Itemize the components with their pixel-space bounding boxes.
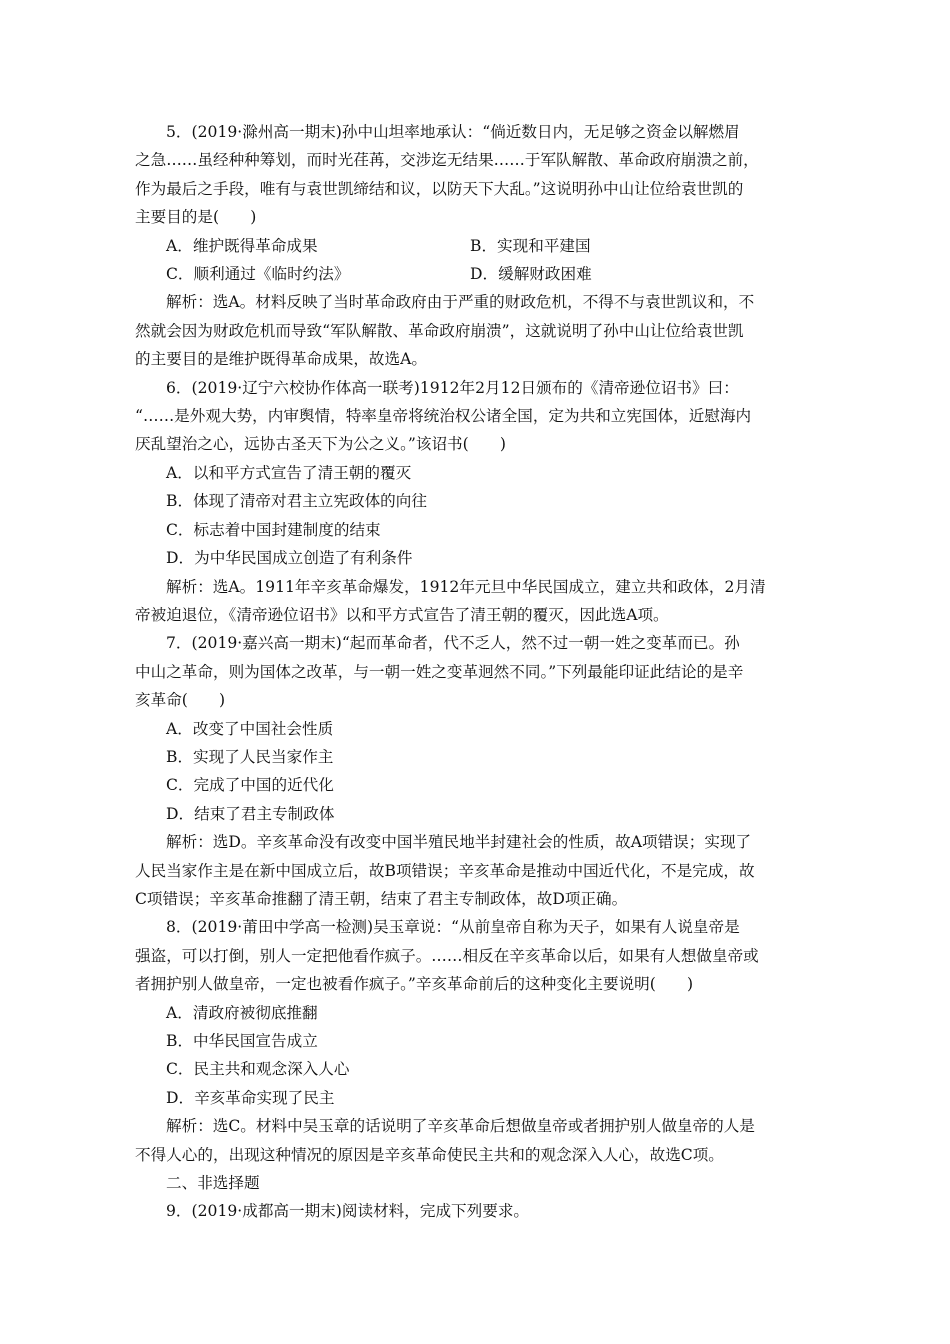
analysis-line: 解析：选D。辛亥革命没有改变中国半殖民地半封建社会的性质，故A项错误；实现了 [166,833,752,852]
analysis-line: 然就会因为财政危机而导致“军队解散、革命政府崩溃”，这就说明了孙中山让位给袁世凯 [135,321,744,340]
option-c: C．顺利通过《临时约法》 [166,265,350,284]
analysis-line: 解析：选A。材料反映了当时革命政府由于严重的财政危机，不得不与袁世凯议和，不 [166,293,755,312]
option-row [135,260,815,288]
option-b: B．中华民国宣告成立 [166,1032,318,1050]
option-row [135,232,815,260]
option-a: A．维护既得革命成果 [166,236,318,255]
option-a: A．改变了中国社会性质 [166,719,334,738]
question-stem-line: 亥革命( ) [135,691,226,710]
question-8 [135,913,815,1169]
option-d: D．为中华民国成立创造了有利条件 [166,549,413,568]
question-stem-line: 厌乱望治之心，远协古圣天下为公之义。”该诏书( ) [135,435,506,454]
question-9-stem: 9．(2019·成都高一期末)阅读材料，完成下列要求。 [166,1202,530,1221]
analysis-line: C项错误；辛亥革命推翻了清王朝，结束了君主专制政体，故D项正确。 [135,889,628,908]
question-7 [135,629,815,913]
analysis-line: 的主要目的是维护既得革命成果，故选A。 [135,350,427,369]
question-stem-line: 强盗，可以打倒，别人一定把他看作疯子。……相反在辛亥革命以后，如果有人想做皇帝或 [135,946,759,965]
question-stem-line: 5．(2019·滁州高一期末)孙中山坦率地承认：“倘近数日内，无足够之资金以解燃眉 [166,123,740,141]
question-stem-line: 之急……虽经种种筹划，而时光荏苒，交涉迄无结果……于军队解散、革命政府崩溃之前， [135,151,759,170]
option-d: D．缓解财政困难 [470,265,592,284]
option-d: D．辛亥革命实现了民主 [166,1088,335,1107]
analysis-line: 解析：选C。材料中吴玉章的话说明了辛亥革命后想做皇帝或者拥护别人做皇帝的人是 [166,1117,755,1136]
option-b: B．实现和平建国 [470,236,591,255]
option-b: B．体现了清帝对君主立宪政体的向往 [166,492,427,511]
option-a: A．以和平方式宣告了清王朝的覆灭 [166,463,412,482]
question-stem-line: 主要目的是( ) [135,208,257,227]
option-c: C．完成了中国的近代化 [166,776,334,795]
question-6 [135,374,815,630]
option-a: A．清政府被彻底推翻 [166,1003,318,1022]
question-stem-line: 作为最后之手段，唯有与袁世凯缔结和议，以防天下大乱。”这说明孙中山让位给袁世凯的 [135,179,744,198]
analysis-line: 不得人心的，出现这种情况的原因是辛亥革命使民主共和的观念深入人心，故选C项。 [135,1145,724,1164]
question-stem-line: 8．(2019·莆田中学高一检测)吴玉章说：“从前皇帝自称为天子，如果有人说皇帝是 [166,918,740,937]
option-d: D．结束了君主专制政体 [166,804,335,823]
option-b: B．实现了人民当家作主 [166,747,334,766]
question-stem-line: 6．(2019·辽宁六校协作体高一联考)1912年2月12日颁布的《清帝逊位诏书》曰： [166,378,739,397]
option-c: C．民主共和观念深入人心 [166,1060,350,1079]
question-stem-line: 7．(2019·嘉兴高一期末)“起而革命者，代不乏人，然不过一朝一姓之变革而已。孙 [166,634,740,653]
question-5 [135,118,815,374]
analysis-line: 解析：选A。1911年辛亥革命爆发，1912年元旦中华民国成立，建立共和政体，2月清 [166,577,766,596]
question-stem-line: 中山之革命，则为国体之改革，与一朝一姓之变革迥然不同。”下列最能印证此结论的是辛 [135,662,744,681]
analysis-line: 帝被迫退位，《清帝逊位诏书》以和平方式宣告了清王朝的覆灭，因此选A项。 [135,605,669,624]
option-c: C．标志着中国封建制度的结束 [166,520,381,539]
question-stem-line: 者拥护别人做皇帝，一定也被看作疯子。”辛亥革命前后的这种变化主要说明( ) [135,975,694,994]
section-heading: 二、非选择题 [166,1174,260,1193]
question-stem-line: “……是外观大势，内审舆情，特率皇帝将统治权公诸全国，定为共和立宪国体，近慰海内 [135,407,752,426]
analysis-line: 人民当家作主是在新中国成立后，故B项错误；辛亥革命是推动中国近代化，不是完成，故 [135,861,755,880]
